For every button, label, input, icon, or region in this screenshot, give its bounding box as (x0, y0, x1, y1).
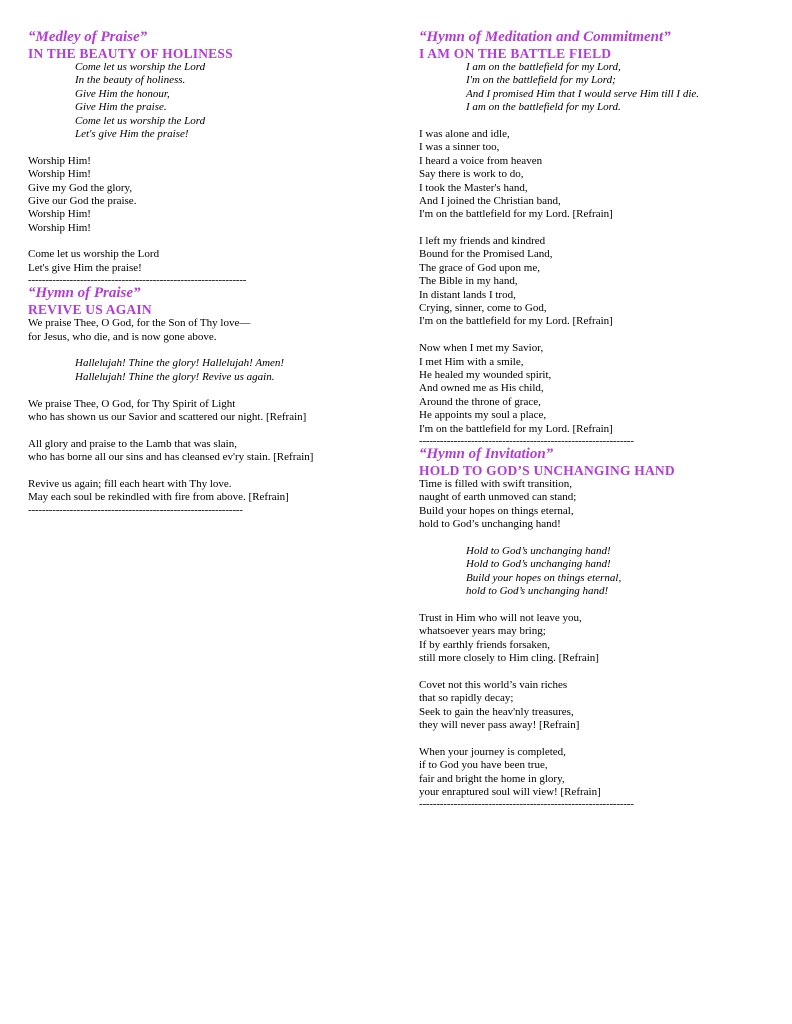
lyric-line: He healed my wounded spirit, (419, 368, 552, 381)
invitation-type-heading: “Hymn of Invitation” (419, 445, 554, 462)
lyric-line: that so rapidly decay; (419, 692, 514, 705)
lyric-line: Let's give Him the praise! (75, 127, 189, 140)
meditation-verse-1 (419, 128, 789, 222)
lyric-line: May each soul be rekindled with fire from above. [Refrain] (28, 491, 289, 504)
lyric-line: for Jesus, who die, and is now gone above. (28, 330, 217, 343)
lyric-line: We praise Thee, O God, for the Son of Thy love— (28, 317, 251, 330)
meditation-refrain (419, 61, 789, 115)
praise-verse-3 (28, 438, 378, 465)
lyric-line: still more closely to Him cling. [Refrain] (419, 652, 599, 665)
lyric-line: Hallelujah! Thine the glory! Revive us again. (75, 370, 275, 383)
lyric-line: Say there is work to do, (419, 168, 524, 181)
invitation-verse-2 (419, 612, 789, 666)
separator: -------------------------------------------------------------- (419, 799, 634, 810)
lyric-line: All glory and praise to the Lamb that was slain, (28, 437, 237, 450)
invitation-verse-3 (419, 679, 789, 733)
lyric-line: The grace of God upon me, (419, 261, 540, 274)
lyric-line: Now when I met my Savior, (419, 342, 544, 355)
lyric-line: I left my friends and kindred (419, 235, 546, 248)
medley-intro (28, 61, 378, 141)
lyric-line: hold to God’s unchanging hand! (419, 518, 561, 531)
lyric-line: if to God you have been true, (419, 759, 548, 772)
lyric-line: Worship Him! (28, 221, 91, 234)
meditation-verse-2 (419, 235, 789, 329)
lyric-line: And I joined the Christian band, (419, 194, 561, 207)
lyric-line: Hallelujah! Thine the glory! Hallelujah! Amen! (75, 357, 285, 370)
separator: -------------------------------------------------------------- (28, 504, 243, 515)
lyric-line: Worship Him! (28, 168, 91, 181)
lyric-line: In distant lands I trod, (419, 288, 516, 301)
meditation-title: I AM ON THE BATTLE FIELD (419, 46, 612, 61)
lyric-line: I'm on the battlefield for my Lord. [Refrain] (419, 315, 613, 328)
left-column (28, 29, 378, 515)
lyric-line: Give Him the honour, (75, 87, 170, 100)
lyric-line: I am on the battlefield for my Lord, (466, 61, 621, 73)
lyric-line: When your journey is completed, (419, 745, 566, 758)
lyric-line: If by earthly friends forsaken, (419, 638, 551, 651)
lyric-line: Let's give Him the praise! (28, 261, 142, 274)
lyric-line: The Bible in my hand, (419, 275, 518, 288)
lyric-line: I met Him with a smile, (419, 355, 524, 368)
lyric-line: Seek to gain the heav'nly treasures, (419, 705, 574, 718)
lyric-line: your enraptured soul will view! [Refrain] (419, 785, 601, 798)
lyric-line: Hold to God’s unchanging hand! (466, 544, 611, 557)
lyric-line: hold to God’s unchanging hand! (466, 585, 609, 598)
invitation-verse-1 (419, 478, 789, 532)
lyric-line: naught of earth unmoved can stand; (419, 491, 577, 504)
lyric-line: I was alone and idle, (419, 127, 510, 140)
lyric-line: I'm on the battlefield for my Lord. [Refrain] (419, 422, 613, 435)
praise-verse-2 (28, 398, 378, 425)
lyric-line: Trust in Him who will not leave you, (419, 611, 582, 624)
lyric-line: I was a sinner too, (419, 141, 500, 154)
invitation-verse-4 (419, 746, 789, 800)
lyric-line: Hold to God’s unchanging hand! (466, 558, 611, 571)
lyric-line: Worship Him! (28, 154, 91, 167)
lyric-line: who has borne all our sins and has cleansed ev'ry stain. [Refrain] (28, 451, 314, 464)
lyric-line: Build your hopes on things eternal, (466, 571, 622, 584)
medley-type-heading: “Medley of Praise” (28, 29, 148, 45)
medley-verse-2 (28, 248, 378, 275)
lyric-line: Crying, sinner, come to God, (419, 302, 547, 315)
lyric-line: who has shown us our Savior and scattered our night. [Refrain] (28, 410, 307, 423)
lyric-line: I'm on the battlefield for my Lord; (466, 74, 616, 87)
lyric-line: And I promised Him that I would serve Him till I die. (466, 87, 700, 100)
lyric-line: fair and bright the home in glory, (419, 772, 565, 785)
lyric-line: Bound for the Promised Land, (419, 248, 553, 261)
lyric-line: In the beauty of holiness. (75, 74, 186, 87)
lyric-line: Come let us worship the Lord (75, 61, 206, 73)
lyric-line: We praise Thee, O God, for Thy Spirit of Light (28, 397, 236, 410)
medley-title: IN THE BEAUTY OF HOLINESS (28, 46, 233, 61)
meditation-type-heading: “Hymn of Meditation and Commitment” (419, 29, 671, 45)
lyric-line: Come let us worship the Lord (28, 248, 160, 261)
lyric-line: Revive us again; fill each heart with Thy love. (28, 477, 232, 490)
right-column (419, 29, 789, 809)
medley-verse-1 (28, 155, 378, 235)
invitation-refrain (419, 545, 789, 599)
lyric-line: whatsoever years may bring; (419, 625, 546, 638)
lyric-line: He appoints my soul a place, (419, 409, 547, 422)
lyric-line: And owned me as His child, (419, 382, 544, 395)
lyric-line: I took the Master's hand, (419, 181, 528, 194)
praise-refrain (28, 357, 378, 384)
lyric-line: Time is filled with swift transition, (419, 477, 572, 490)
meditation-verse-3 (419, 342, 789, 436)
lyric-line: Give our God the praise. (28, 194, 137, 207)
lyric-line: Give my God the glory, (28, 181, 133, 194)
praise-verse-4 (28, 478, 378, 505)
praise-type-heading: “Hymn of Praise” (28, 285, 141, 302)
lyric-line: Around the throne of grace, (419, 395, 541, 408)
lyric-line: they will never pass away! [Refrain] (419, 718, 580, 731)
separator: -------------------------------------------------------------- (419, 435, 634, 446)
lyric-line: I am on the battlefield for my Lord. (466, 101, 621, 114)
lyric-line: I'm on the battlefield for my Lord. [Refrain] (419, 208, 613, 221)
lyric-line: Come let us worship the Lord (75, 114, 206, 127)
praise-verse-1 (28, 317, 378, 344)
invitation-title: HOLD TO GOD’S UNCHANGING HAND (419, 462, 675, 478)
separator: --------------------------------------------------------------- (28, 275, 247, 286)
lyric-line: Covet not this world’s vain riches (419, 678, 568, 691)
lyric-line: Build your hopes on things eternal, (419, 504, 574, 517)
lyric-line: Worship Him! (28, 208, 91, 221)
praise-title: REVIVE US AGAIN (28, 302, 152, 318)
lyric-line: I heard a voice from heaven (419, 154, 543, 167)
lyric-line: Give Him the praise. (75, 101, 167, 114)
